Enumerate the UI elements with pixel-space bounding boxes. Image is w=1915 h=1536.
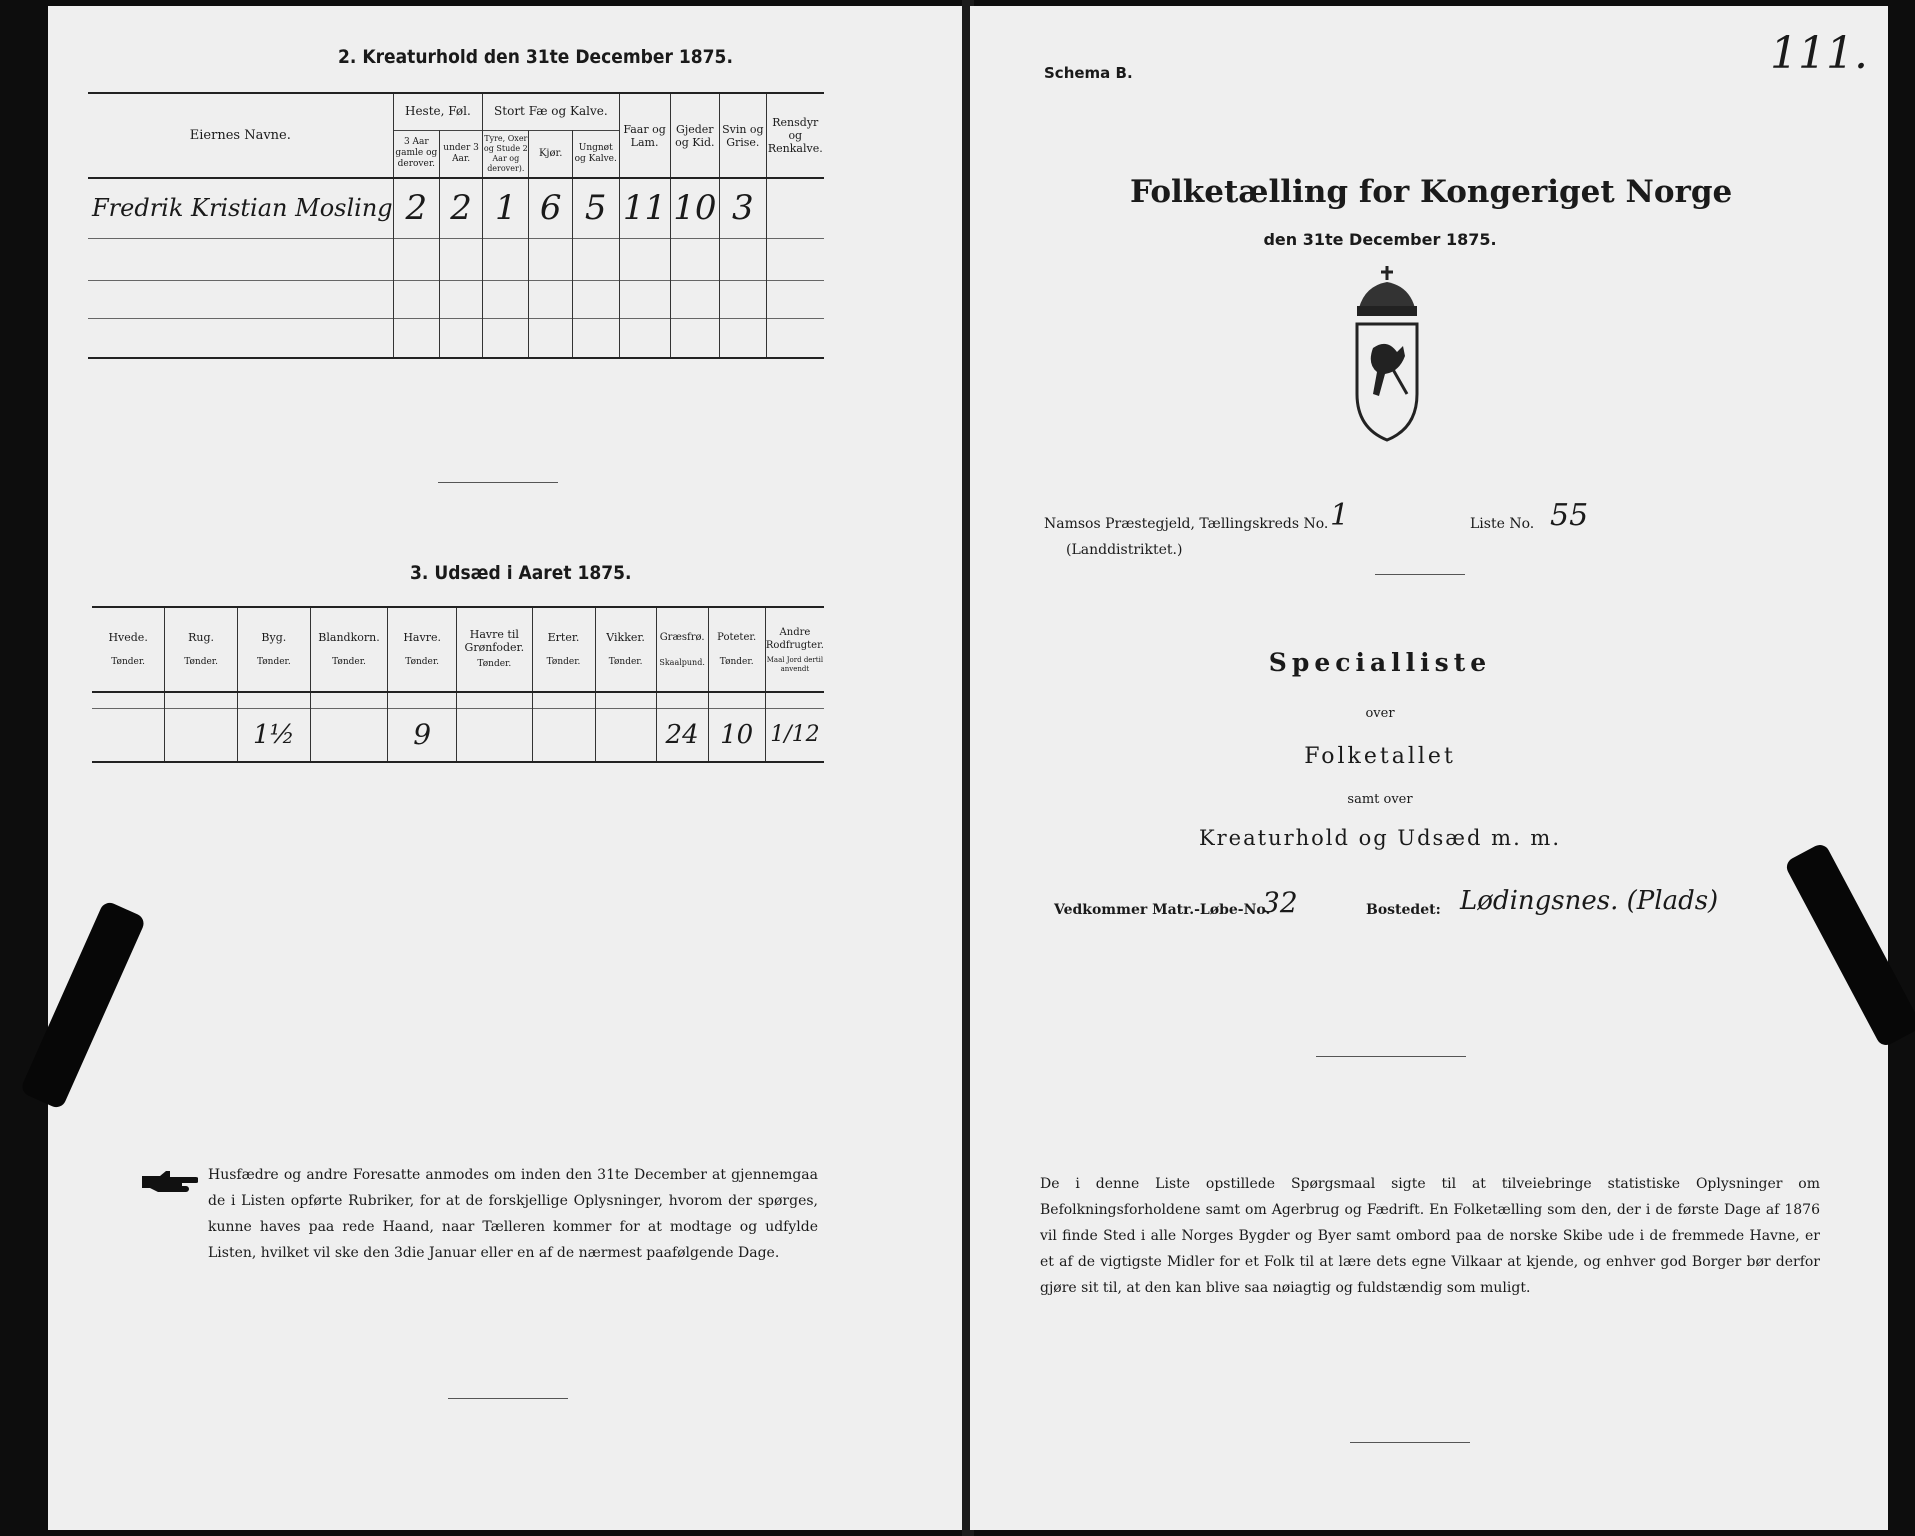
kjor-header: Kjør. xyxy=(529,130,572,178)
title-date: den 31te December 1875. xyxy=(1263,230,1497,249)
stort-fae-header: Stort Fæ og Kalve. xyxy=(483,94,619,130)
cell-rug xyxy=(165,708,238,762)
graesfro-header: Græsfrø. Skaalpund. xyxy=(656,608,708,692)
divider xyxy=(1375,574,1465,575)
owner-header: Eiernes Navne. xyxy=(88,94,393,178)
matr-label: Vedkommer Matr.-Løbe-No. xyxy=(1054,902,1271,918)
coat-of-arms-icon xyxy=(1347,262,1427,452)
cell-svin: 3 xyxy=(720,178,766,238)
cell-erter xyxy=(532,708,595,762)
bosted-value: Lødingsnes. (Plads) xyxy=(1460,886,1719,916)
parish-label: Namsos Præstegjeld, Tællingskreds No. xyxy=(1044,516,1329,532)
section2-title: 2. Kreaturhold den 31te December 1875. xyxy=(338,46,733,68)
heste-header: Heste, Føl. xyxy=(393,94,483,130)
bosted-label: Bostedet: xyxy=(1366,902,1441,918)
rensdyr-header: Rensdyr og Renkalve. xyxy=(766,94,824,178)
gjeder-header: Gjeder og Kid. xyxy=(670,94,720,178)
divider xyxy=(1350,1442,1470,1443)
liste-no: 55 xyxy=(1550,498,1589,533)
cell-gjeder: 10 xyxy=(670,178,720,238)
cell-faar: 11 xyxy=(619,178,670,238)
table-row xyxy=(88,178,824,238)
hvede-header: Hvede. Tønder. xyxy=(92,608,165,692)
byg-header: Byg. Tønder. xyxy=(237,608,310,692)
poteter-header: Poteter. Tønder. xyxy=(708,608,765,692)
heste-3aar-header: 3 Aar gamle og derover. xyxy=(393,130,439,178)
cell-ungnot: 5 xyxy=(572,178,619,238)
divider xyxy=(438,482,558,483)
cell-tyre: 1 xyxy=(483,178,529,238)
cell-rensdyr xyxy=(766,178,824,238)
cell-blandkorn xyxy=(310,708,387,762)
specialliste-heading: Specialliste xyxy=(1268,648,1492,677)
over-text: over xyxy=(1365,706,1395,721)
cell-poteter: 10 xyxy=(708,708,765,762)
gronfoder-header: Havre til Grønfoder. Tønder. xyxy=(457,608,532,692)
cell-heste-under3: 2 xyxy=(440,178,483,238)
rug-header: Rug. Tønder. xyxy=(165,608,238,692)
parish-no: 1 xyxy=(1330,498,1350,533)
erter-header: Erter. Tønder. xyxy=(532,608,595,692)
footer-text: De i denne Liste opstillede Spørgsmaal sigte til at tilveiebringe statistiske Oplysninger om Befolkningsforholdene samt om Agerbrug og Fædrift. En Folketælling som den, der i de første Dage af 1876 vil finde Sted i alle Norges Bygder og Byer samt ombord paa de norske Skibe ude i de fremmede Havne, er et af de vigtigste Midler for et Folk til at lære dets egne Vilkaar at kjende, og enhver god Borger bør derfor gjøre sit til, at den kan blive saa nøiagtig og fuldstændig som muligt. xyxy=(1040,1176,1820,1296)
cell-havre: 9 xyxy=(388,708,457,762)
table-row xyxy=(92,708,824,762)
blandkorn-header: Blandkorn. Tønder. xyxy=(310,608,387,692)
cell-rodfrugter: 1/12 xyxy=(765,708,824,762)
cell-heste-3aar: 2 xyxy=(393,178,439,238)
ungnot-header: Ungnøt og Kalve. xyxy=(572,130,619,178)
district-label: (Landdistriktet.) xyxy=(1066,542,1183,558)
faar-header: Faar og Lam. xyxy=(619,94,670,178)
matr-no: 32 xyxy=(1262,886,1298,919)
cell-hvede xyxy=(92,708,165,762)
left-page xyxy=(48,6,966,1530)
cell-vikker xyxy=(595,708,656,762)
cell-byg: 1½ xyxy=(237,708,310,762)
svin-header: Svin og Grise. xyxy=(720,94,766,178)
kreaturhold-heading: Kreaturhold og Udsæd m. m. xyxy=(1198,826,1562,850)
folketallet-heading: Folketallet xyxy=(1304,744,1456,769)
section3-title: 3. Udsæd i Aaret 1875. xyxy=(410,562,632,584)
divider xyxy=(1316,1056,1466,1057)
vikker-header: Vikker. Tønder. xyxy=(595,608,656,692)
rodfrugter-header: Andre Rodfrugter. Maal Jord dertil anvendt xyxy=(765,608,824,692)
schema-label: Schema B. xyxy=(1044,64,1133,82)
main-title: Folketælling for Kongeriget Norge xyxy=(1130,174,1733,210)
liste-label: Liste No. xyxy=(1470,516,1535,532)
page-number: 111. xyxy=(1770,28,1868,79)
samt-over-text: samt over xyxy=(1347,792,1413,807)
divider xyxy=(448,1398,568,1399)
cell-graesfro: 24 xyxy=(656,708,708,762)
owner-name: Fredrik Kristian Mosling xyxy=(88,178,393,238)
right-page xyxy=(970,6,1888,1530)
cell-kjor: 6 xyxy=(529,178,572,238)
pointing-hand-icon xyxy=(140,1168,198,1196)
heste-under3-header: under 3 Aar. xyxy=(440,130,483,178)
notice-text: Husfædre og andre Foresatte anmodes om inden den 31te December at gjennemgaa de i Listen opførte Rubriker, for at de forskjellige Oplysninger, hvorom der spørges, kunne haves paa rede Haand, naar Tælleren kommer for at modtage og udfylde Listen, hvilket vil ske den 3die Januar eller en af de nærmest paafølgende Dage. xyxy=(208,1167,818,1261)
cell-gronfoder xyxy=(457,708,532,762)
seed-table xyxy=(92,608,824,763)
tyre-header: Tyre, Oxer og Stude 2 Aar og derover). xyxy=(483,130,529,178)
havre-header: Havre. Tønder. xyxy=(388,608,457,692)
livestock-table xyxy=(88,94,824,359)
